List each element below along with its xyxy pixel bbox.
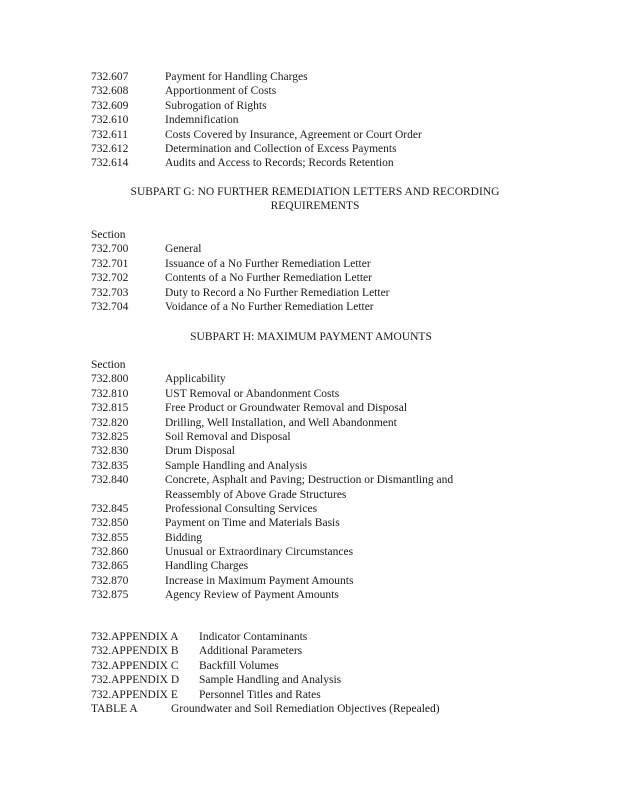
- section-number: 732.840: [91, 474, 129, 487]
- subpart-h-heading: SUBPART H: MAXIMUM PAYMENT AMOUNTS: [190, 331, 432, 343]
- list-item: [91, 430, 531, 444]
- section-title: Concrete, Asphalt and Paving; Destruction or Dismantling and: [165, 474, 454, 487]
- section-number: 732.875: [91, 589, 129, 602]
- list-item: [91, 99, 531, 113]
- section-number: 732.607: [91, 71, 129, 83]
- appendix-title: Sample Handling and Analysis: [199, 674, 342, 687]
- appendix-number: 732.APPENDIX A: [91, 631, 179, 643]
- section-title: Drum Disposal: [165, 445, 235, 458]
- section-title: Handling Charges: [165, 560, 249, 573]
- section-title: Drilling, Well Installation, and Well Abandonment: [165, 416, 397, 429]
- list-item: [91, 128, 531, 142]
- section-number: 732.825: [91, 430, 129, 443]
- section-number: 732.815: [91, 402, 129, 415]
- appendix-number: 732.APPENDIX D: [91, 674, 180, 687]
- list-item: [91, 300, 531, 314]
- section-number: 732.800: [91, 373, 129, 386]
- section-title: Payment on Time and Materials Basis: [165, 517, 340, 530]
- table-a-entry: [91, 702, 531, 716]
- subpart-h-list: [91, 358, 531, 603]
- appendix-list: [91, 630, 531, 702]
- section-title: Unusual or Extraordinary Circumstances: [165, 546, 354, 559]
- section-title: Agency Review of Payment Amounts: [165, 589, 339, 602]
- list-item: [91, 401, 531, 415]
- section-number: 732.810: [91, 387, 129, 400]
- section-number: 732.830: [91, 445, 129, 458]
- appendix-number: 732.APPENDIX C: [91, 659, 179, 672]
- appendix-title: Indicator Contaminants: [199, 631, 308, 643]
- table-title: Groundwater and Soil Remediation Objectives (Repealed): [171, 703, 440, 715]
- section-title: Audits and Access to Records; Records Retention: [165, 157, 394, 170]
- section-number: 732.820: [91, 416, 129, 429]
- subpart-f-list: [91, 70, 531, 171]
- list-item: [91, 659, 531, 673]
- section-title: Apportionment of Costs: [165, 85, 277, 98]
- section-number: 732.850: [91, 517, 129, 530]
- section-number: 732.701: [91, 257, 129, 270]
- section-number: 732.700: [91, 243, 129, 256]
- section-number: 732.870: [91, 574, 129, 587]
- list-item: [91, 242, 531, 256]
- appendix-number: 732.APPENDIX E: [91, 688, 178, 701]
- section-number: 732.860: [91, 546, 129, 559]
- section-title: Sample Handling and Analysis: [165, 459, 308, 472]
- list-item: [91, 257, 531, 271]
- section-title: Issuance of a No Further Remediation Letter: [165, 257, 371, 270]
- section-number: 732.702: [91, 272, 129, 285]
- section-number: 732.865: [91, 560, 129, 573]
- section-number: 732.612: [91, 142, 129, 155]
- list-item: [91, 588, 531, 602]
- section-title: Payment for Handling Charges: [165, 71, 308, 83]
- list-item: [91, 113, 531, 127]
- list-item: [91, 502, 531, 516]
- section-title: Indemnification: [165, 114, 239, 127]
- section-title: Increase in Maximum Payment Amounts: [165, 574, 354, 587]
- section-number: 732.835: [91, 459, 129, 472]
- section-label: Section: [91, 359, 126, 371]
- appendix-title: Backfill Volumes: [199, 659, 279, 672]
- section-number: 732.703: [91, 286, 129, 299]
- appendix-title: Additional Parameters: [199, 645, 303, 658]
- section-title: Professional Consulting Services: [165, 502, 318, 515]
- list-item: [91, 372, 531, 386]
- section-title: Bidding: [165, 531, 203, 544]
- appendix-number: 732.APPENDIX B: [91, 645, 179, 658]
- list-item: [91, 630, 531, 644]
- list-item: [91, 142, 531, 156]
- section-number: 732.845: [91, 502, 129, 515]
- section-title: UST Removal or Abandonment Costs: [165, 387, 340, 400]
- list-item: [91, 286, 531, 300]
- section-title: Costs Covered by Insurance, Agreement or Court Order: [165, 128, 422, 141]
- list-item: [91, 574, 531, 588]
- list-item: [91, 459, 531, 473]
- section-title: Contents of a No Further Remediation Letter: [165, 272, 372, 285]
- section-number: 732.614: [91, 157, 129, 170]
- list-item: [91, 673, 531, 687]
- section-label: Section: [91, 229, 126, 241]
- list-item: [91, 156, 531, 170]
- section-number: 732.609: [91, 99, 129, 112]
- appendix-title: Personnel Titles and Rates: [199, 688, 321, 701]
- section-title: Soil Removal and Disposal: [165, 430, 291, 443]
- section-number: 732.611: [91, 128, 128, 141]
- section-title: Free Product or Groundwater Removal and Disposal: [165, 402, 408, 415]
- section-title: Voidance of a No Further Remediation Letter: [165, 300, 374, 313]
- subpart-g-list: [91, 228, 531, 314]
- list-item: [91, 516, 531, 530]
- section-number: 732.610: [91, 114, 129, 127]
- list-item: [91, 688, 531, 702]
- table-number: TABLE A: [91, 703, 138, 715]
- list-item: [91, 531, 531, 545]
- list-item: [91, 271, 531, 285]
- section-number: 732.855: [91, 531, 129, 544]
- section-title: Duty to Record a No Further Remediation Letter: [165, 286, 390, 299]
- list-item: [91, 545, 531, 559]
- subpart-g-heading: SUBPART G: NO FURTHER REMEDIATION LETTERS AND RECORDING REQUIREMENTS: [130, 186, 500, 213]
- list-item: [91, 416, 531, 430]
- list-item: [91, 84, 531, 98]
- section-title: Determination and Collection of Excess Payments: [165, 142, 397, 155]
- section-title-continuation: Reassembly of Above Grade Structures: [165, 488, 347, 501]
- list-item: [91, 644, 531, 658]
- list-item: [91, 559, 531, 573]
- list-item: [91, 387, 531, 401]
- section-title: Applicability: [165, 373, 226, 386]
- section-title: General: [165, 243, 202, 256]
- list-item: [91, 444, 531, 458]
- section-title: Subrogation of Rights: [165, 99, 267, 112]
- list-item: [91, 473, 531, 487]
- section-number: 732.608: [91, 85, 129, 98]
- list-item: [91, 702, 531, 716]
- section-number: 732.704: [91, 300, 129, 313]
- list-item: [91, 70, 531, 84]
